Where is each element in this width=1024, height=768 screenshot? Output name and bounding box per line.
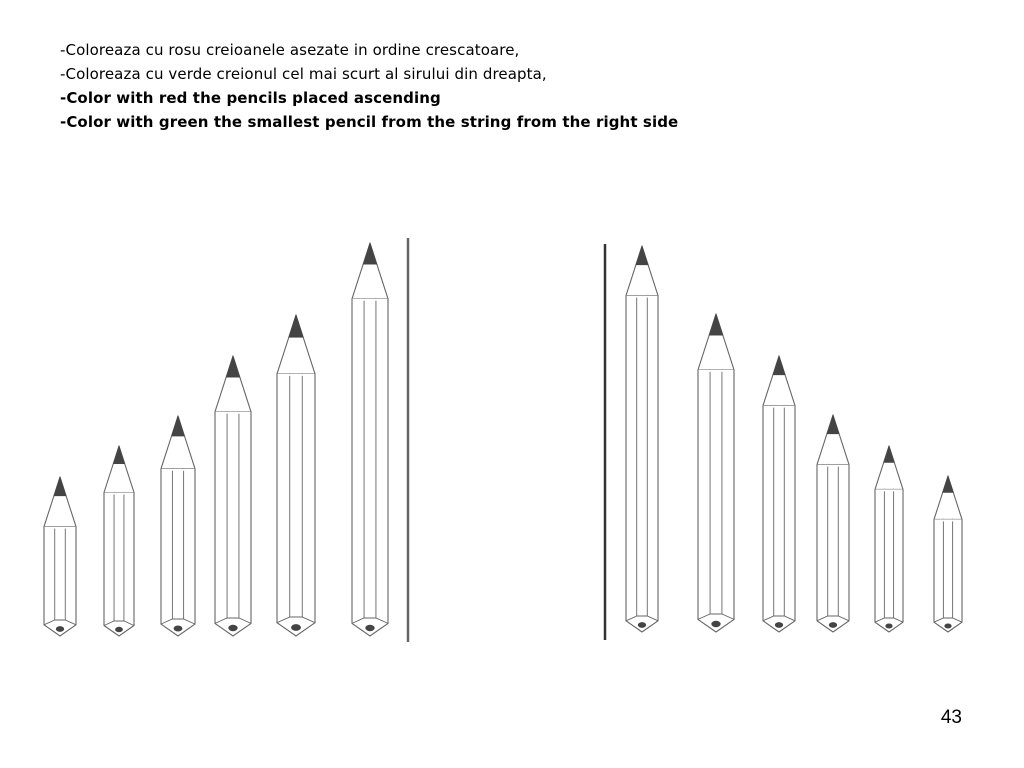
pencil-end-icon [56, 626, 64, 632]
right-pencil-5 [875, 446, 903, 632]
instruction-ro-red: -Coloreaza cu rosu creioanele asezate in ordine crescatoare, [60, 41, 520, 59]
instruction-ro-green: -Coloreaza cu verde creionul cel mai scurt al sirului din dreapta, [60, 65, 547, 83]
pencil-lead-icon [709, 314, 723, 335]
right-pencil-6 [934, 476, 962, 632]
pencil-lead-icon [773, 356, 785, 375]
right-pencil-group [626, 246, 962, 632]
left-pencil-5 [277, 315, 315, 636]
right-pencil-2 [698, 314, 734, 632]
instruction-en-red: -Color with red the pencils placed ascending [60, 89, 441, 107]
pencil-end-icon [638, 622, 646, 628]
left-pencil-1 [44, 477, 76, 636]
pencil-end-icon [291, 624, 301, 631]
left-pencil-group [44, 243, 388, 636]
pencil-lead-icon [113, 446, 124, 464]
right-pencil-4 [817, 415, 849, 632]
pencil-lead-icon [172, 416, 185, 436]
pencil-end-icon [174, 625, 183, 631]
pencil-end-icon [775, 622, 783, 628]
pencil-lead-icon [827, 415, 839, 434]
page-number: 43 [940, 707, 962, 728]
pencil-lead-icon [226, 356, 240, 377]
pencil-lead-icon [636, 246, 648, 265]
left-pencil-3 [161, 416, 195, 636]
pencil-end-icon [711, 621, 720, 627]
pencil-lead-icon [289, 315, 303, 337]
pencil-end-icon [228, 625, 237, 631]
pencil-end-icon [944, 623, 951, 628]
pencil-end-icon [115, 627, 123, 632]
right-pencil-1 [626, 246, 658, 632]
pencil-end-icon [365, 625, 374, 631]
pencil-lead-icon [943, 476, 954, 492]
left-pencil-4 [215, 356, 251, 636]
pencil-lead-icon [54, 477, 66, 496]
instruction-en-green: -Color with green the smallest pencil from the string from the right side [60, 113, 679, 131]
pencil-lead-icon [884, 446, 895, 462]
pencil-end-icon [885, 623, 892, 628]
left-pencil-6 [352, 243, 388, 636]
right-pencil-3 [763, 356, 795, 632]
left-pencil-2 [104, 446, 134, 636]
pencil-end-icon [829, 622, 837, 628]
pencil-lead-icon [363, 243, 377, 264]
